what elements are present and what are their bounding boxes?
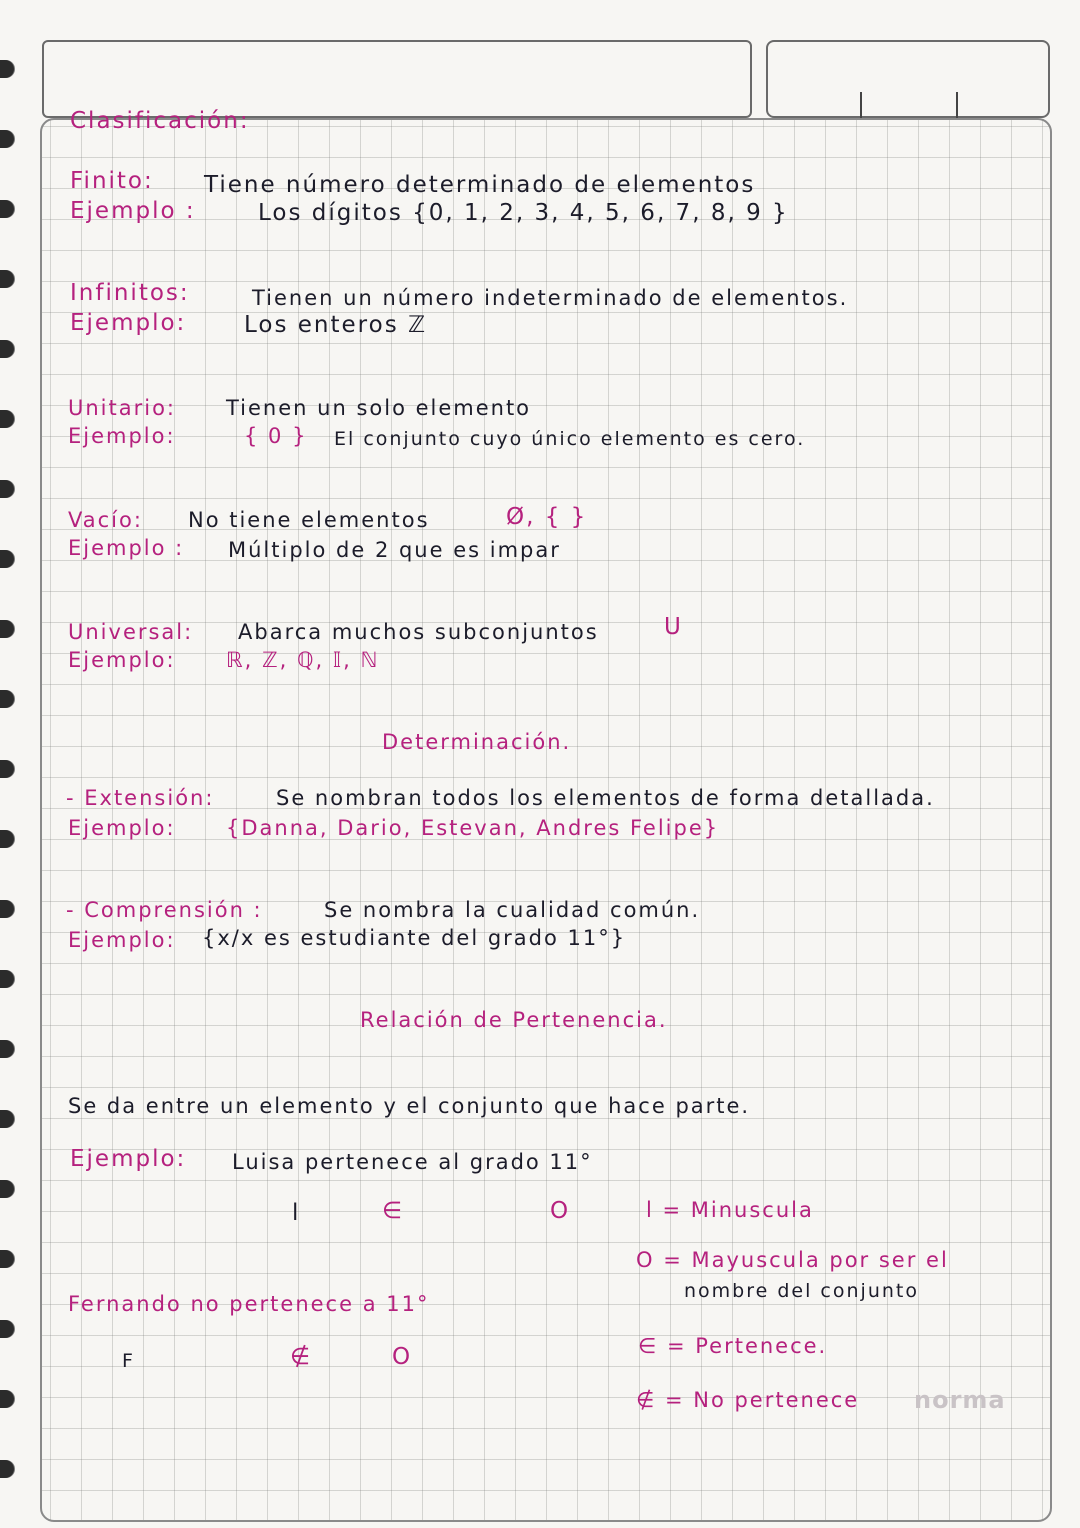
header-date-box <box>766 40 1050 118</box>
section-title-determinacion: Determinación. <box>382 730 572 754</box>
def-relacion: Se da entre un elemento y el conjunto que hace parte. <box>68 1094 751 1118</box>
ej-text-comprension: {x/x es estudiante del grado 11°} <box>202 926 627 950</box>
fernando-text: Fernando no pertenece a 11° <box>68 1292 430 1316</box>
term-unitario: Unitario: <box>68 396 177 420</box>
header-title-box <box>42 40 752 118</box>
ej-text-infinitos: Los enteros ℤ <box>244 312 428 338</box>
ej-label-relacion: Ejemplo: <box>70 1146 187 1172</box>
symbol-in: ∈ <box>382 1198 405 1224</box>
def-unitario: Tienen un solo elemento <box>226 396 532 420</box>
term-vacio: Vacío: <box>68 508 143 532</box>
section-title-relacion: Relación de Pertenencia. <box>360 1008 668 1032</box>
ej-text-finito: Los dígitos {0, 1, 2, 3, 4, 5, 6, 7, 8, 9 } <box>258 200 789 226</box>
brand-logo: norma <box>914 1386 1006 1414</box>
ej-text-relacion: Luisa pertenece al grado 11° <box>232 1150 593 1174</box>
ej-text-universal: ℝ, ℤ, ℚ, 𝕀, ℕ <box>226 648 380 672</box>
def-comprension: Se nombra la cualidad común. <box>324 898 701 922</box>
ej-set-unitario: { 0 } <box>244 424 308 448</box>
symbol-O2: O <box>392 1344 413 1370</box>
section-title-clasificacion: Clasificación: <box>70 108 250 134</box>
def-universal: Abarca muchos subconjuntos <box>238 620 599 644</box>
ej-label-infinitos: Ejemplo: <box>70 310 187 336</box>
term-infinitos: Infinitos: <box>70 280 190 306</box>
def-vacio: No tiene elementos <box>188 508 430 532</box>
legend-O-line2: nombre del conjunto <box>684 1280 919 1302</box>
legend-O-line1: O = Mayuscula por ser el <box>636 1248 949 1272</box>
symbol-notin: ∉ <box>290 1344 313 1370</box>
symbol-l: l <box>292 1200 301 1226</box>
legend-notin: ∉ = No pertenece <box>636 1388 860 1412</box>
def-extension: Se nombran todos los elementos de forma detallada. <box>276 786 935 810</box>
ej-label-finito: Ejemplo : <box>70 198 196 224</box>
term-finito: Finito: <box>70 168 154 194</box>
legend-l: l = Minuscula <box>646 1198 814 1222</box>
def-finito: Tiene número determinado de elementos <box>204 172 756 198</box>
symbol-F: F <box>122 1350 135 1372</box>
def-infinitos: Tienen un número indeterminado de elementos. <box>252 286 849 310</box>
term-universal: Universal: <box>68 620 194 644</box>
ej-text-unitario: El conjunto cuyo único elemento es cero. <box>334 428 806 450</box>
term-comprension: - Comprensión : <box>66 898 263 922</box>
ej-text-vacio: Múltiplo de 2 que es impar <box>228 538 561 562</box>
ej-label-extension: Ejemplo: <box>68 816 176 840</box>
ej-label-universal: Ejemplo: <box>68 648 176 672</box>
symbols-vacio: Ø, { } <box>506 504 588 530</box>
symbol-universal: U <box>664 614 683 640</box>
ej-label-unitario: Ejemplo: <box>68 424 176 448</box>
term-extension: - Extensión: <box>66 786 215 810</box>
ej-label-vacio: Ejemplo : <box>68 536 185 560</box>
spiral-binding <box>0 60 16 1520</box>
symbol-O: O <box>550 1198 571 1224</box>
ej-label-comprension: Ejemplo: <box>68 928 176 952</box>
legend-in: ∈ = Pertenece. <box>638 1334 828 1358</box>
ej-text-extension: {Danna, Dario, Estevan, Andres Felipe} <box>226 816 720 840</box>
